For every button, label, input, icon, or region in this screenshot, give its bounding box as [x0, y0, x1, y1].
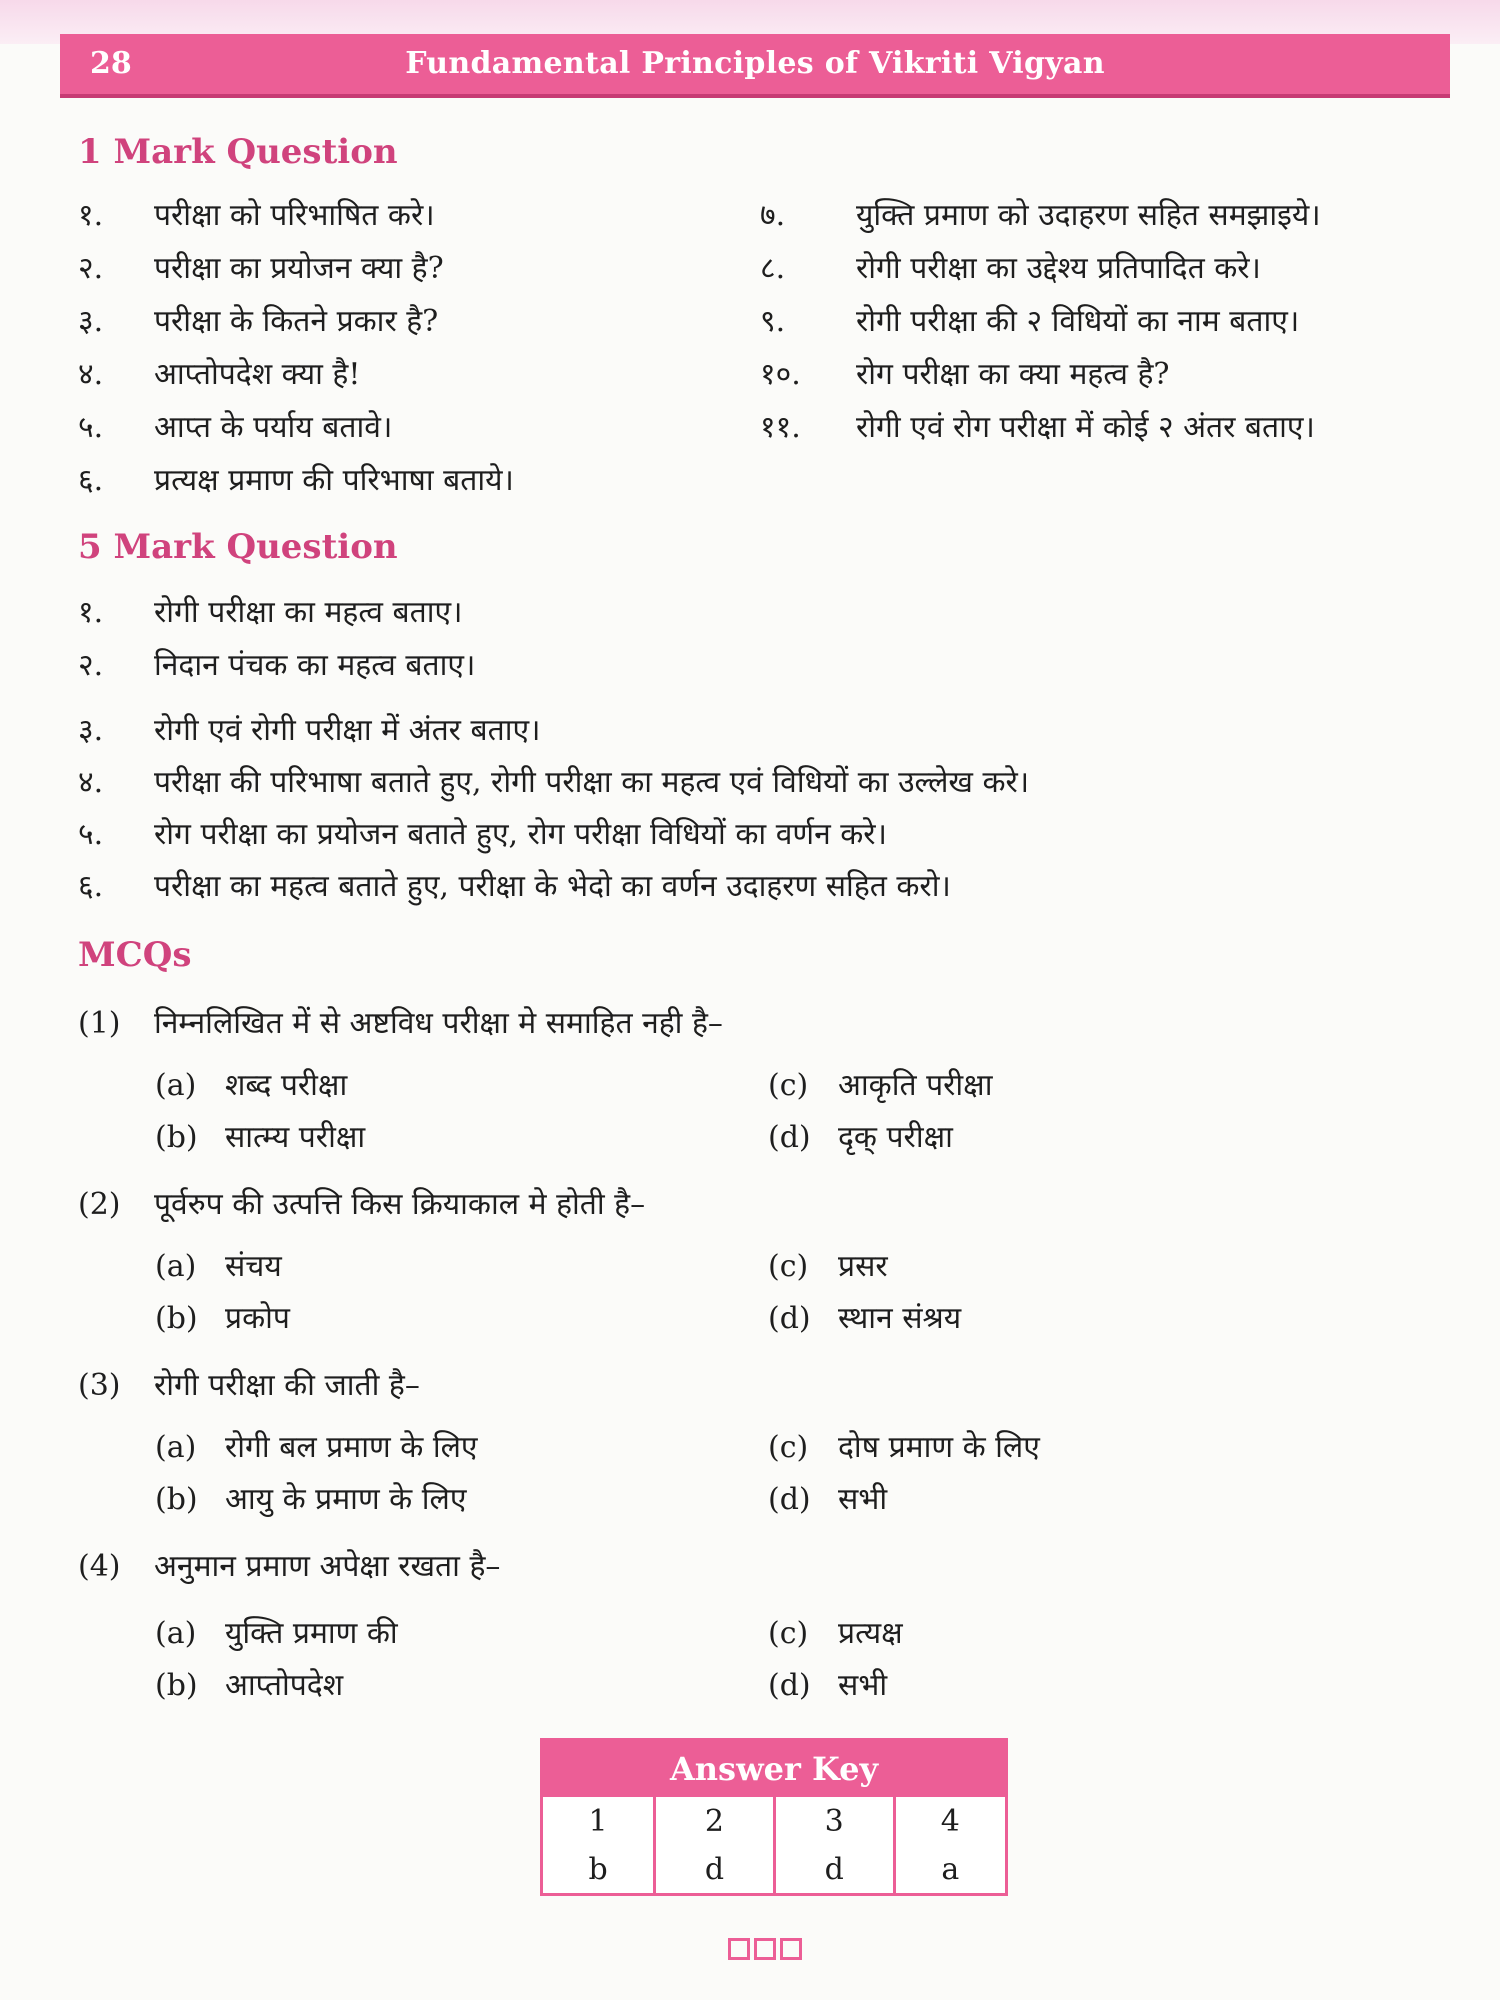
- question-number: ७.: [760, 198, 786, 233]
- question-number: ३.: [78, 713, 104, 748]
- option-label: (b): [155, 1668, 198, 1703]
- mcq-stem: अनुमान प्रमाण अपेक्षा रखता है–: [154, 1549, 501, 1584]
- option-text: दृक् परीक्षा: [838, 1120, 953, 1155]
- option-text: आकृति परीक्षा: [838, 1068, 993, 1103]
- question-number: १.: [78, 595, 104, 630]
- one-mark-heading: 1 Mark Question: [78, 132, 398, 172]
- five-mark-question: [78, 763, 1030, 803]
- mcq-stem: पूर्वरुप की उत्पत्ति किस क्रियाकाल मे होती है–: [154, 1187, 646, 1222]
- question-text: रोगी परीक्षा की २ विधियों का नाम बताए।: [856, 304, 1300, 339]
- answer-key-answer-row: [543, 1845, 1005, 1893]
- option-label: (c): [768, 1430, 809, 1465]
- question-text: निदान पंचक का महत्व बताए।: [154, 648, 476, 683]
- one-mark-question: [760, 196, 1321, 236]
- mcq-number: (2): [78, 1187, 121, 1222]
- mcq-number: (1): [78, 1006, 121, 1041]
- option-label: (a): [155, 1249, 197, 1284]
- question-text: परीक्षा के कितने प्रकार है?: [154, 304, 439, 339]
- option-label: (d): [768, 1482, 811, 1517]
- answer-key-cell: b: [588, 1851, 608, 1887]
- five-mark-question: [78, 711, 541, 751]
- option-text: स्थान संश्रय: [838, 1301, 962, 1336]
- option-text: प्रकोप: [225, 1301, 290, 1336]
- one-mark-question: [78, 302, 439, 342]
- page-header: [60, 34, 1450, 98]
- page-number: 28: [90, 46, 132, 81]
- question-text: आप्त के पर्याय बतावे।: [154, 410, 393, 445]
- mcq-number: (4): [78, 1549, 121, 1584]
- option-text: युक्ति प्रमाण की: [225, 1616, 398, 1651]
- one-mark-question: [760, 408, 1315, 448]
- one-mark-question: [78, 196, 435, 236]
- answer-key-grid: [543, 1797, 1005, 1893]
- question-number: ९.: [760, 304, 786, 339]
- book-title: Fundamental Principles of Vikriti Vigyan: [405, 46, 1105, 81]
- one-mark-question: [760, 355, 1170, 395]
- option-text: शब्द परीक्षा: [225, 1068, 348, 1103]
- option-text: संचय: [225, 1249, 282, 1284]
- mcq-stem: निम्नलिखित में से अष्टविध परीक्षा मे समाहित नही है–: [154, 1006, 723, 1041]
- option-text: दोष प्रमाण के लिए: [838, 1430, 1040, 1465]
- answer-key-cell: 2: [655, 1797, 775, 1845]
- question-number: ५.: [78, 817, 104, 852]
- question-number: ३.: [78, 304, 104, 339]
- option-label: (b): [155, 1301, 198, 1336]
- answer-key-cell: 4: [894, 1797, 1005, 1845]
- five-mark-question: [78, 593, 463, 633]
- option-label: (a): [155, 1616, 197, 1651]
- question-text: रोग परीक्षा का क्या महत्व है?: [856, 357, 1170, 392]
- mcq-number: (3): [78, 1368, 121, 1403]
- answer-key-number-row: [543, 1797, 1005, 1845]
- answer-key-title: Answer Key: [543, 1741, 1005, 1797]
- question-text: आप्तोपदेश क्या है!: [154, 357, 361, 392]
- answer-key-cell: d: [774, 1845, 894, 1893]
- question-number: ४.: [78, 765, 104, 800]
- option-label: (d): [768, 1120, 811, 1155]
- one-mark-question: [78, 249, 444, 289]
- question-number: ८.: [760, 251, 786, 286]
- question-text: परीक्षा की परिभाषा बताते हुए, रोगी परीक्षा का महत्व एवं विधियों का उल्लेख करे।: [154, 765, 1030, 800]
- option-label: (a): [155, 1068, 197, 1103]
- one-mark-question: [760, 249, 1261, 289]
- one-mark-question: [760, 302, 1300, 342]
- option-label: (b): [155, 1482, 198, 1517]
- option-label: (b): [155, 1120, 198, 1155]
- end-square-icon: [754, 1938, 776, 1960]
- answer-key-table: [540, 1738, 1008, 1896]
- mcq-stem: रोगी परीक्षा की जाती है–: [154, 1368, 420, 1403]
- question-number: १०.: [760, 357, 801, 392]
- question-text: प्रत्यक्ष प्रमाण की परिभाषा बताये।: [154, 463, 514, 498]
- option-text: रोगी बल प्रमाण के लिए: [225, 1430, 478, 1465]
- question-text: परीक्षा को परिभाषित करे।: [154, 198, 435, 233]
- option-text: सभी: [838, 1668, 888, 1703]
- option-label: (c): [768, 1616, 809, 1651]
- option-label: (c): [768, 1068, 809, 1103]
- option-text: आयु के प्रमाण के लिए: [225, 1482, 467, 1517]
- question-text: परीक्षा का महत्व बताते हुए, परीक्षा के भेदो का वर्णन उदाहरण सहित करो।: [154, 869, 951, 904]
- option-text: प्रत्यक्ष: [838, 1616, 903, 1651]
- answer-key-cell: a: [894, 1845, 1005, 1893]
- option-label: (a): [155, 1430, 197, 1465]
- option-text: सभी: [838, 1482, 888, 1517]
- end-square-icon: [780, 1938, 802, 1960]
- question-text: रोग परीक्षा का प्रयोजन बताते हुए, रोग परीक्षा विधियों का वर्णन करे।: [154, 817, 887, 852]
- question-number: ६.: [78, 869, 104, 904]
- one-mark-question: [78, 355, 361, 395]
- five-mark-heading: 5 Mark Question: [78, 527, 398, 567]
- answer-key-cell: 3: [774, 1797, 894, 1845]
- one-mark-question: [78, 461, 514, 501]
- question-number: ५.: [78, 410, 104, 445]
- option-label: (d): [768, 1301, 811, 1336]
- answer-key-cell: d: [655, 1845, 775, 1893]
- question-number: ११.: [760, 410, 801, 445]
- question-text: रोगी एवं रोगी परीक्षा में अंतर बताए।: [154, 713, 541, 748]
- option-text: प्रसर: [838, 1249, 888, 1284]
- question-number: २.: [78, 648, 104, 683]
- question-number: १.: [78, 198, 104, 233]
- question-text: रोगी एवं रोग परीक्षा में कोई २ अंतर बताए।: [856, 410, 1315, 445]
- end-of-chapter-mark: [728, 1938, 806, 1960]
- mcqs-heading: MCQs: [78, 935, 192, 975]
- five-mark-question: [78, 646, 476, 686]
- answer-key-cell: 1: [588, 1803, 608, 1839]
- five-mark-question: [78, 867, 951, 907]
- option-label: (d): [768, 1668, 811, 1703]
- five-mark-question: [78, 815, 887, 855]
- option-text: सात्म्य परीक्षा: [225, 1120, 366, 1155]
- question-text: परीक्षा का प्रयोजन क्या है?: [154, 251, 444, 286]
- option-text: आप्तोपदेश: [225, 1668, 344, 1703]
- one-mark-question: [78, 408, 393, 448]
- question-text: युक्ति प्रमाण को उदाहरण सहित समझाइये।: [856, 198, 1321, 233]
- end-square-icon: [728, 1938, 750, 1960]
- question-text: रोगी परीक्षा का महत्व बताए।: [154, 595, 463, 630]
- question-number: ६.: [78, 463, 104, 498]
- option-label: (c): [768, 1249, 809, 1284]
- question-number: २.: [78, 251, 104, 286]
- question-number: ४.: [78, 357, 104, 392]
- question-text: रोगी परीक्षा का उद्देश्य प्रतिपादित करे।: [856, 251, 1261, 286]
